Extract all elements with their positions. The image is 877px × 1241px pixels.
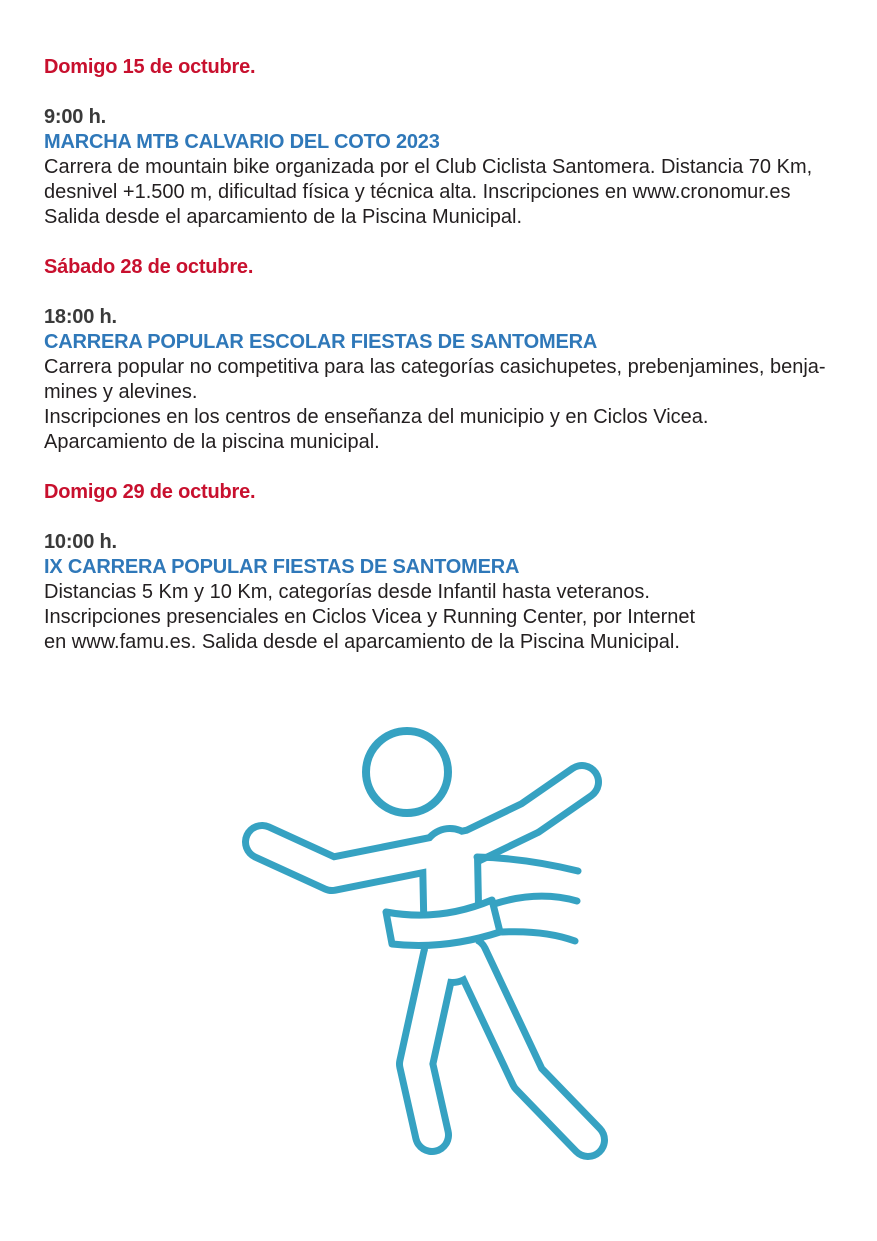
event-section bbox=[44, 255, 844, 455]
event-time: 9:00 h. bbox=[44, 106, 106, 128]
event-description-line: mines y alevines. bbox=[44, 381, 198, 403]
event-date: Domigo 29 de octubre. bbox=[44, 481, 256, 503]
event-description-line: Aparcamiento de la piscina municipal. bbox=[44, 431, 380, 453]
event-section bbox=[44, 55, 844, 230]
event-description-line: Carrera de mountain bike organizada por el Club Ciclista Santomera. Distancia 70 Km, bbox=[44, 156, 813, 178]
event-title: MARCHA MTB CALVARIO DEL COTO 2023 bbox=[44, 131, 440, 153]
event-date: Sábado 28 de octubre. bbox=[44, 256, 254, 278]
finish-tape-ribbon bbox=[477, 857, 578, 871]
event-section bbox=[44, 480, 844, 655]
event-time: 10:00 h. bbox=[44, 531, 117, 553]
finish-tape-ribbon bbox=[502, 932, 575, 941]
event-time: 18:00 h. bbox=[44, 306, 117, 328]
event-date: Domigo 15 de octubre. bbox=[44, 56, 256, 78]
event-description-line: Distancias 5 Km y 10 Km, categorías desde Infantil hasta veteranos. bbox=[44, 581, 650, 603]
event-description-line: desnivel +1.500 m, dificultad física y técnica alta. Inscripciones en www.cronomur.es bbox=[44, 181, 791, 203]
event-description-line: Carrera popular no competitiva para las categorías casichupetes, prebenjamines, benja- bbox=[44, 356, 826, 378]
event-description-line: Inscripciones en los centros de enseñanza del municipio y en Ciclos Vicea. bbox=[44, 406, 709, 428]
event-description-line: Salida desde el aparcamiento de la Piscina Municipal. bbox=[44, 206, 523, 228]
finish-tape-ribbon bbox=[494, 896, 577, 904]
runner-finish-line-icon bbox=[230, 720, 620, 1170]
event-description-line: Inscripciones presenciales en Ciclos Vicea y Running Center, por Internet bbox=[44, 606, 696, 628]
runner-head bbox=[366, 731, 448, 813]
event-description-line: en www.famu.es. Salida desde el aparcamiento de la Piscina Municipal. bbox=[44, 631, 680, 653]
event-title: IX CARRERA POPULAR FIESTAS DE SANTOMERA bbox=[44, 556, 520, 578]
event-schedule bbox=[44, 55, 844, 680]
event-title: CARRERA POPULAR ESCOLAR FIESTAS DE SANTOMERA bbox=[44, 331, 598, 353]
